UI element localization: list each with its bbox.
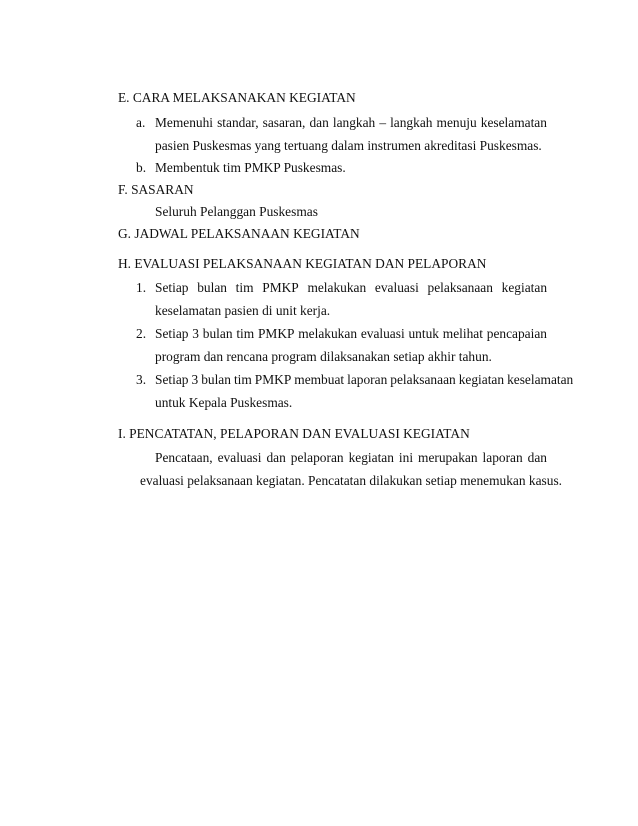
list-item-text: Setiap bulan tim PMKP melakukan evaluasi pelaksanaan kegiatan <box>155 280 548 295</box>
section-g-heading: G. JADWAL PELAKSANAAN KEGIATAN <box>118 226 360 241</box>
list-item-text: Setiap 3 bulan tim PMKP membuat laporan pelaksanaan kegiatan keselamatan <box>155 372 574 387</box>
section-i-paragraph-line: evaluasi pelaksanaan kegiatan. Pencatatan dilakukan setiap menemukan kasus. <box>140 473 563 488</box>
section-f-text: Seluruh Pelanggan Puskesmas <box>155 204 318 219</box>
section-e-heading: E. CARA MELAKSANAKAN KEGIATAN <box>118 90 356 105</box>
section-i-paragraph-line: Pencataan, evaluasi dan pelaporan kegiatan ini merupakan laporan dan <box>155 450 548 465</box>
list-item-text-continued: program dan rencana program dilaksanakan setiap akhir tahun. <box>155 349 492 364</box>
section-h-heading: H. EVALUASI PELAKSANAAN KEGIATAN DAN PELAPORAN <box>118 256 487 271</box>
list-item-text-continued: untuk Kepala Puskesmas. <box>155 395 293 410</box>
list-item-marker: a. <box>136 115 146 130</box>
list-item-marker: 3. <box>136 372 147 387</box>
list-item-text-continued: pasien Puskesmas yang tertuang dalam instrumen akreditasi Puskesmas. <box>155 138 542 153</box>
list-item-marker: 2. <box>136 326 147 341</box>
section-i-heading: I. PENCATATAN, PELAPORAN DAN EVALUASI KEGIATAN <box>118 426 470 441</box>
list-item-text-continued: keselamatan pasien di unit kerja. <box>155 303 331 318</box>
list-item-text: Memenuhi standar, sasaran, dan langkah – langkah menuju keselamatan <box>155 115 547 130</box>
list-item-text: Membentuk tim PMKP Puskesmas. <box>155 160 346 175</box>
section-f-heading: F. SASARAN <box>118 182 194 197</box>
list-item-text: Setiap 3 bulan tim PMKP melakukan evaluasi untuk melihat pencapaian <box>155 326 547 341</box>
list-item-marker: b. <box>136 160 147 175</box>
list-item-marker: 1. <box>136 280 147 295</box>
